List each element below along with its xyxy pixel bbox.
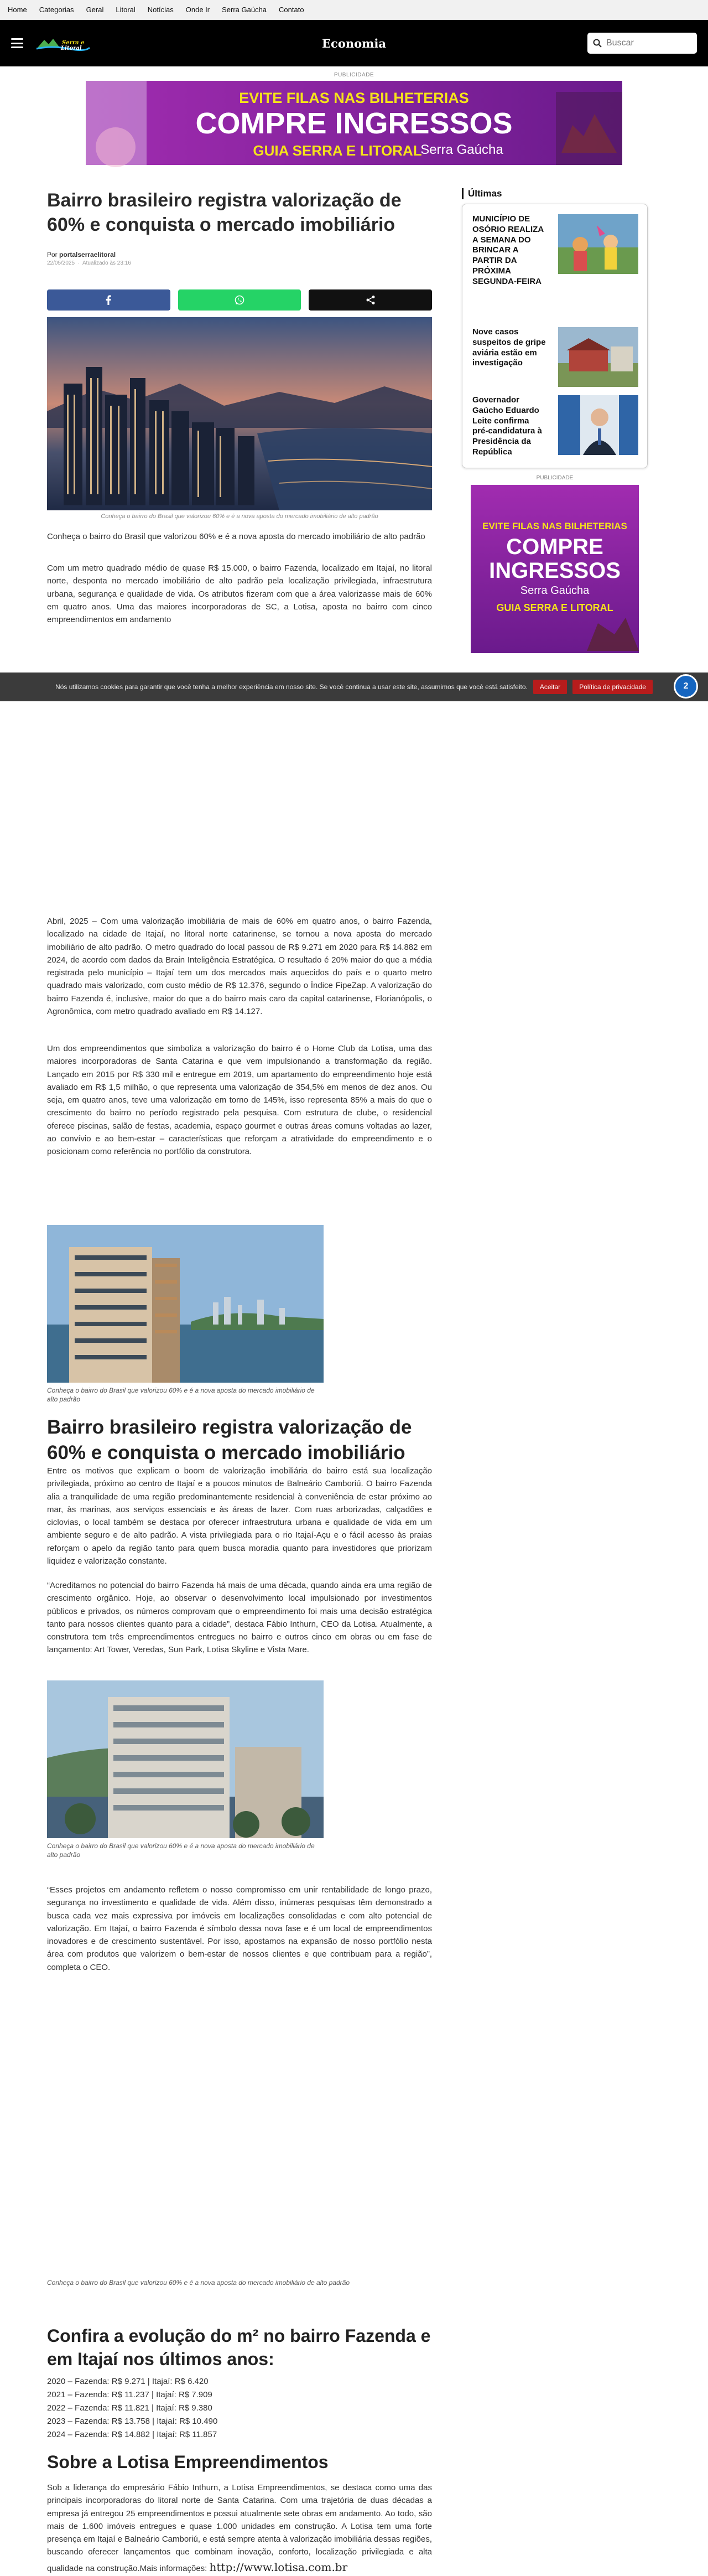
paragraph-8 — [47, 2481, 432, 2576]
byline — [47, 251, 116, 258]
farm-thumbnail[interactable] — [558, 327, 638, 387]
paragraph-3: Abril, 2025 – Com uma valorização imobiliária de mais de 60% em quatro anos, o bairro Fazenda, localizado na cidade de Itajaí, no litoral norte catarinense, se tornou a nova aposta do mercado imobiliário de alto padrão. O metro quadrado do local passou de R$ 9.271 em 2020 para R$ 14.882 em 2024, de acordo com dados da Brain Inteligência Estratégica. O resultado é 20% maior do que a média registrada pelo município – Itajaí tem um dos mercados mais aquecidos do país e o quarto metro quadrado mais valorizado, com custo médio de R$ 12.376, segundo o Índice FipeZap. A valorização do bairro Fazenda é, inclusive, maior do que a do bairro mais caro da capital catarinense, Florianópolis, o Agronômica, com metro quadrado avaliado em R$ 14.127. — [47, 917, 432, 1016]
svg-text:Serra e: Serra e — [62, 40, 85, 46]
cookie-text: Nós utilizamos cookies para garantir que você tenha a melhor experiência em nosso site. Se você continua a usar este site, assumimos que você está satisfeito. — [55, 683, 528, 691]
latest-item-3[interactable] — [472, 395, 638, 459]
paragraph-7: “Esses projetos em andamento refletem o nosso compromisso em unir rentabilidade de longo prazo, segurança no investimento e qualidade de vida. Além disso, inúmeras pesquisas têm demonstrado a busca cada vez mais expressiva por imóveis em localizações consolidadas e com alto potencial de valorização. Em Itajaí, o bairro Fazenda é símbolo dessa nova fase e é um local de empreendimentos inovadores e de crescimento sustentável. Por isso, apostamos na expansão de nosso portfólio nesta área com produtos que valorizem o bem-estar de nossos clientes e que contribuam para a região”, completa o CEO. — [47, 1885, 432, 1972]
share-bar — [47, 289, 432, 311]
content-layout — [47, 165, 661, 2574]
latest-item-title[interactable]: Nove casos suspeitos de gripe aviária estão em investigação — [472, 327, 546, 368]
side-ad-top: EVITE FILAS NAS BILHETERIAS — [482, 521, 627, 531]
share-icon — [366, 295, 376, 305]
evolution-item: 2020 – Fazenda: R$ 9.271 | Itajaí: R$ 6.420 — [47, 2377, 209, 2386]
menu-icon[interactable] — [11, 38, 23, 48]
search-icon — [593, 39, 602, 48]
share-whatsapp-button[interactable] — [178, 289, 301, 311]
privacy-policy-button[interactable]: Política de privacidade — [572, 680, 653, 694]
sidebar-title: Últimas — [462, 188, 502, 199]
evolution-item: 2021 – Fazenda: R$ 11.237 | Itajaí: R$ 7.909 — [47, 2390, 212, 2399]
evolution-item: 2022 – Fazenda: R$ 11.821 | Itajaí: R$ 9.380 — [47, 2403, 212, 2413]
ad-brand: GUIA SERRA E LITORAL — [253, 142, 422, 159]
publish-date: 22/05/2025 — [47, 260, 75, 266]
evolution-item: 2024 – Fazenda: R$ 14.882 | Itajaí: R$ 11.857 — [47, 2430, 217, 2439]
hero-caption: Conheça o bairro do Brasil que valorizou 60% e é a nova aposta do mercado imobiliário de alto padrão — [101, 513, 378, 520]
latest-item-1[interactable] — [472, 214, 638, 286]
search-box[interactable] — [587, 33, 697, 54]
latest-news-box — [462, 204, 648, 468]
nav-litoral[interactable]: Litoral — [116, 6, 136, 14]
search-input[interactable] — [606, 38, 689, 48]
top-navigation — [0, 0, 708, 20]
share-facebook-button[interactable] — [47, 289, 170, 311]
side-ad-line2: INGRESSOS — [489, 558, 621, 583]
facebook-icon — [106, 295, 111, 305]
about-text: Sob a liderança do empresário Fábio Inthurn, a Lotisa Empreendimentos, se destaca como uma das principais incorporadoras do litoral norte de Santa Catarina. Com uma trajetória de duas décadas a empresa já entregou 25 empreendimentos e possui atualmente sete obras em andamento. Ao todo, são mais de 1.600 imóveis entregues e quase 1.000 unidades em construção. A Lotisa tem uma forte presença em Itajaí e Balneário Camboriú, e está sempre atenta à valorização imobiliária dessas regiões, buscando oferecer lançamentos que combinam inovação, conforto, localização privilegiada e alta qualidade na construção.Mais informações: — [47, 2483, 432, 2573]
byline-prefix: Por — [47, 251, 58, 258]
svg-text:Litoral: Litoral — [61, 45, 82, 51]
nav-geral[interactable]: Geral — [86, 6, 104, 14]
paragraph-4: Um dos empreendimentos que simboliza a valorização do bairro é o Home Club da Lotisa, uma das maiores incorporadoras de Santa Catarina e que vem impulsionando a transformação da região. Lançado em 2015 por R$ 330 mil e entregue em 2019, um apartamento do empreendimento hoje está avaliado em R$ 1,5 milhão, o que representa uma valorização de 354,5% em menos de dez anos. Ou seja, em quatro anos, teve uma valorização em torno de 145%, isso representa 85% a mais do que o crescimento do bairro no período registrado pela pesquisa. Com estrutura de clube, o residencial oferece piscinas, salão de festas, academia, espaço gourmet e outras áreas comuns voltadas ao lazer, ao convívio e ao bem-estar – características que reforçam a atratividade do empreendimento e o posicionam como referência no portfólio da construtora. — [47, 1044, 432, 1156]
cookie-accept-button[interactable]: Aceitar — [533, 680, 567, 694]
evolution-list — [47, 2375, 432, 2441]
evolution-heading: Confira a evolução do m² no bairro Fazenda e em Itajaí nos últimos anos: — [47, 2326, 431, 2369]
image-block-1 — [47, 1225, 324, 1404]
cookie-banner — [0, 673, 708, 701]
ad-region: Serra Gaúcha — [420, 142, 503, 157]
article-title: Bairro brasileiro registra valorização de 60% e conquista o mercado imobiliário — [47, 190, 402, 236]
site-logo[interactable] — [35, 35, 91, 51]
notification-fab[interactable]: 2 — [674, 674, 698, 699]
sidebar-ad[interactable] — [471, 485, 639, 653]
ad-top-line: EVITE FILAS NAS BILHETERIAS — [239, 90, 469, 106]
nav-serra-gaucha[interactable]: Serra Gaúcha — [222, 6, 267, 14]
governor-thumbnail[interactable] — [558, 395, 638, 455]
top-ad-banner[interactable] — [86, 81, 622, 165]
author-link[interactable]: portalserraelitoral — [59, 251, 116, 258]
building-image-1 — [47, 1225, 324, 1383]
whatsapp-icon — [235, 295, 244, 305]
side-ad-line1: COMPRE — [506, 535, 603, 559]
hero-city-image — [47, 317, 432, 510]
paragraph-1: Conheça o bairro do Brasil que valorizou 60% e é a nova aposta do mercado imobiliário de alto padrão — [47, 532, 425, 541]
section-heading: Bairro brasileiro registra valorização de 60% e conquista o mercado imobiliário — [47, 1416, 412, 1463]
image-3-caption: Conheça o bairro do Brasil que valorizou 60% e é a nova aposta do mercado imobiliário de alto padrão — [47, 2279, 350, 2287]
article-dates: 22/05/2025 · Atualizado às 23:16 — [47, 260, 131, 266]
paragraph-6: “Acreditamos no potencial do bairro Fazenda há mais de uma década, quando ainda era uma região de crescimento orgânico. Hoje, ao observar o desenvolvimento local impulsionado por investimentos públicos e privados, os números comprovam que o empreendimento foi mais uma decisão estratégica tanto para nossos clientes quanto para a cidade”, destaca Fábio Inthurn, CEO da Lotisa. Atualmente, a construtora tem três empreendimentos entregues no bairro e outros cinco em obras ou em fase de lançamento: Art Tower, Veredas, Sun Park, Lotisa Skyline e Vista Mare. — [47, 1581, 432, 1655]
sidebar-ad-label: PUBLICIDADE — [536, 475, 574, 481]
nav-noticias[interactable]: Notícias — [147, 6, 174, 14]
nav-categorias[interactable]: Categorias — [39, 6, 74, 14]
paragraph-5: Entre os motivos que explicam o boom de valorização imobiliária do bairro está sua localização privilegiada, próximo ao centro de Itajaí e a poucos minutos de Balneário Camboriú. O bairro Fazenda alia a tranquilidade de uma região predominantemente residencial à conveniência de estar próximo ao mar, às marinas, aos serviços essenciais e às áreas de lazer. Com ruas arborizadas, calçadões e ciclovias, o local também se destaca por oferecer infraestrutura urbana e qualidade de vida em um ambiente seguro e de alto padrão. A vista privilegiada para o rio Itajaí-Açu e o fácil acesso às praias reforçam o apelo da região tanto para quem busca moradia quanto para investidores que priorizam liquidez e valorização constante. — [47, 1466, 432, 1566]
kids-playing-thumbnail[interactable] — [558, 214, 638, 274]
nav-home[interactable]: Home — [8, 6, 27, 14]
image-1-caption: Conheça o bairro do Brasil que valorizou 60% e é a nova aposta do mercado imobiliário de alto padrão — [47, 1387, 315, 1404]
share-more-button[interactable] — [309, 289, 432, 311]
image-block-2 — [47, 1680, 324, 1859]
ad-label: PUBLICIDADE — [334, 72, 374, 78]
side-ad-brand: GUIA SERRA E LITORAL — [496, 602, 613, 613]
ad-headline: COMPRE INGRESSOS — [195, 107, 513, 140]
evolution-item: 2023 – Fazenda: R$ 13.758 | Itajaí: R$ 10.490 — [47, 2417, 218, 2426]
latest-item-title[interactable]: MUNICÍPIO DE OSÓRIO REALIZA A SEMANA DO BRINCAR A PARTIR DA PRÓXIMA SEGUNDA-FEIRA — [472, 214, 544, 286]
image-2-caption: Conheça o bairro do Brasil que valorizou 60% e é a nova aposta do mercado imobiliário de alto padrão — [47, 1842, 315, 1859]
lotisa-link[interactable]: http://www.lotisa.com.br — [209, 2560, 348, 2574]
building-image-2 — [47, 1680, 324, 1838]
site-header — [0, 20, 708, 66]
side-ad-region: Serra Gaúcha — [520, 584, 590, 597]
nav-contato[interactable]: Contato — [279, 6, 304, 14]
nav-onde-ir[interactable]: Onde Ir — [185, 6, 210, 14]
about-heading: Sobre a Lotisa Empreendimentos — [47, 2452, 329, 2472]
latest-item-2[interactable] — [472, 327, 638, 388]
latest-item-title[interactable]: Governador Gaúcho Eduardo Leite confirma pré-candidatura à Presidência da República — [472, 395, 542, 457]
update-time: Atualizado às 23:16 — [82, 260, 131, 266]
paragraph-2: Com um metro quadrado médio de quase R$ 15.000, o bairro Fazenda, localizado em Itajaí, no litoral norte, desponta no mercado imobiliário de alto padrão pela localização privilegiada, infraestrutura urbana, segurança e qualidade de vida. Os atributos fizeram com que a área valorizasse mais de 60% em quatro anos. Uma das maiores incorporadoras de SC, a Lotisa, aposta no bairro com cinco empreendimentos em andamento — [47, 563, 432, 624]
section-title: Economia — [322, 36, 386, 50]
